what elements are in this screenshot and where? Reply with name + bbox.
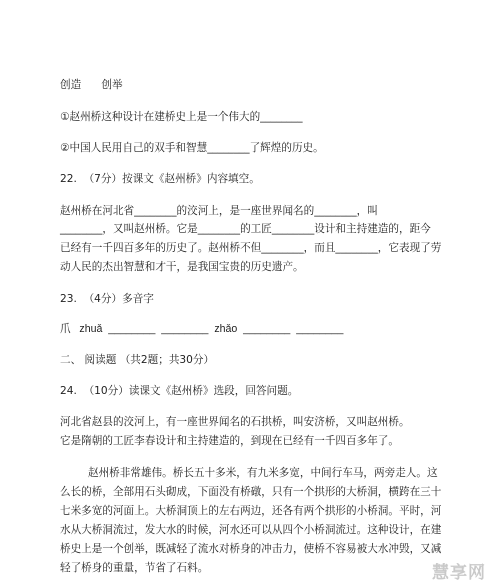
fill-blank-sentence-1: ①赵州桥这种设计在建桥史上是一个伟大的________ bbox=[60, 111, 303, 123]
watermark-logo: 慧享网 bbox=[432, 563, 486, 583]
fill-blank-sentence-2: ②中国人民用自己的双手和智慧________了辉煌的历史。 bbox=[60, 142, 324, 154]
question-22-line-4: 动人民的杰出智慧和才干，是我国宝贵的历史遗产。 bbox=[60, 261, 304, 273]
reading-paragraph-2-line-5: 桥史上是一个创举，既减轻了流水对桥身的冲击力，使桥不容易被大水冲毁，又减 bbox=[60, 543, 442, 555]
question-24-title: 24. （10分）读课文《赵州桥》选段，回答问题。 bbox=[60, 385, 299, 397]
reading-paragraph-2-line-1: 赵州桥非常雄伟。桥长五十多米，有九米多宽，中间行车马，两旁走人。这 bbox=[88, 467, 438, 479]
section-2-heading: 二、 阅读题 （共2题；共30分） bbox=[60, 354, 215, 366]
question-23-title: 23. （4分）多音字 bbox=[60, 293, 154, 305]
reading-paragraph-2-line-4: 水从大桥洞流过，发大水的时候，河水还可以从四个小桥洞流过。这种设计，在建 bbox=[60, 524, 442, 536]
reading-paragraph-2-line-3: 七米多宽的河面上。大桥洞顶上的左右两边，还各有两个拱形的小桥洞。平时，河 bbox=[60, 505, 442, 517]
question-22-line-3: 已经有一千四百多年的历史了。赵州桥不但________，而且________，它表现了劳 bbox=[60, 242, 442, 254]
question-22-line-2: ________，又叫赵州桥。它是________的工匠________设计和主持建造的，距今 bbox=[60, 223, 431, 235]
question-22-line-1: 赵州桥在河北省________的洨河上，是一座世界闻名的________，叫 bbox=[60, 205, 378, 217]
reading-paragraph-1-line-1: 河北省赵县的洨河上，有一座世界闻名的石拱桥，叫安济桥，又叫赵州桥。 bbox=[60, 416, 410, 428]
reading-paragraph-2-line-2: 么长的桥，全部用石头砌成，下面没有桥礅，只有一个拱形的大桥洞，横跨在三十 bbox=[60, 486, 442, 498]
question-23-pinyin-line: 爪 zhuǎ ________ ________ zhǎo ________ ________ bbox=[60, 323, 344, 335]
option-words: 创造 创举 bbox=[60, 79, 123, 91]
reading-paragraph-2-line-6: 轻了桥身的重量，节省了石料。 bbox=[60, 562, 209, 574]
question-22-title: 22. （7分）按课文《赵州桥》内容填空。 bbox=[60, 173, 260, 185]
reading-paragraph-1-line-2: 它是隋朝的工匠李春设计和主持建造的，到现在已经有一千四百多年了。 bbox=[60, 435, 399, 447]
